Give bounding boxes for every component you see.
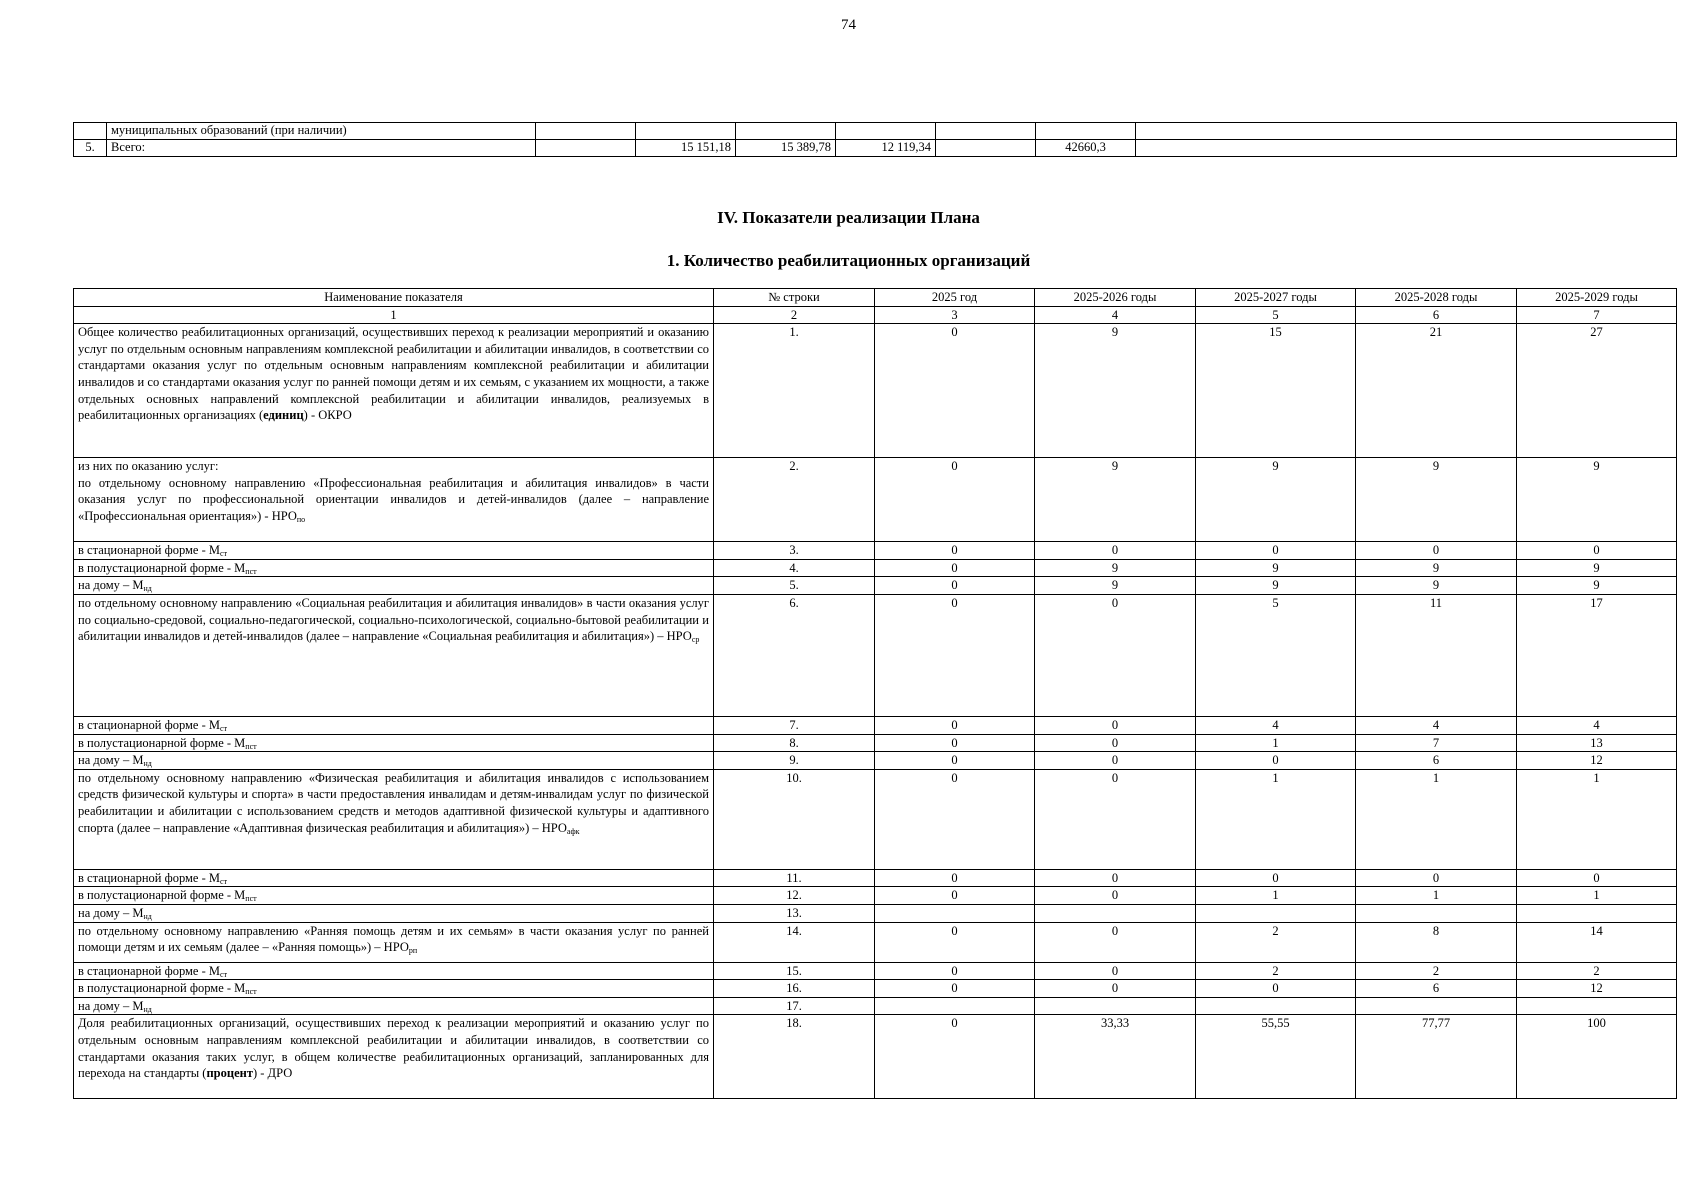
budget-cell-c6: 42660,3 <box>1036 140 1136 157</box>
budget-cell-c2 <box>636 123 736 140</box>
row-number: 9. <box>714 752 875 770</box>
column-number: 1 <box>74 306 714 324</box>
budget-cell-c5 <box>936 123 1036 140</box>
indicator-name-text: на дому – М <box>78 753 144 768</box>
indicator-name <box>74 962 714 980</box>
indicator-value: 55,55 <box>1196 1015 1356 1099</box>
indicator-subscript: пст <box>245 741 257 751</box>
indicator-value: 15 <box>1196 324 1356 458</box>
indicator-row <box>74 458 1677 542</box>
indicator-value: 9 <box>1196 559 1356 577</box>
indicator-name <box>74 904 714 922</box>
page-number: 74 <box>841 17 856 33</box>
indicator-name <box>74 324 714 458</box>
row-number: 16. <box>714 980 875 998</box>
indicator-row <box>74 734 1677 752</box>
indicator-subscript: ср <box>691 635 700 645</box>
header-2025: 2025 год <box>875 289 1035 307</box>
indicator-value: 0 <box>1035 922 1196 962</box>
indicator-name-text: по отдельному основному направлению «Социальная реабилитация и абилитация инвалидов» в части оказания услуг по социально-средовой, социально-педагогической, социально-психологической, социально-бытовой реабилитации и абилитации инвалидов и детей-инвалидов (далее – направление «Социальная реабилитация и абилитация») – НРО <box>78 595 709 644</box>
indicator-name-text: в полустационарной форме - М <box>78 735 246 750</box>
indicator-value: 12 <box>1517 752 1677 770</box>
budget-cell-name: муниципальных образований (при наличии) <box>107 123 536 140</box>
indicator-name-text: по отдельному основному направлению «Ранняя помощь детям и их семьям» в части оказания услуг по ранней помощи детям и их семьям (далее – «Ранняя помощь») – НРО <box>78 923 709 955</box>
indicator-value: 21 <box>1356 324 1517 458</box>
indicator-value: 9 <box>1035 324 1196 458</box>
indicator-name-text: в полустационарной форме - М <box>78 888 246 903</box>
indicator-value: 0 <box>1356 869 1517 887</box>
indicator-name-text: в стационарной форме - М <box>78 963 221 978</box>
indicator-row <box>74 997 1677 1015</box>
indicator-value: 0 <box>1196 980 1356 998</box>
indicator-value: 0 <box>1035 752 1196 770</box>
budget-cell-c7 <box>1136 123 1677 140</box>
indicator-value: 0 <box>875 594 1035 716</box>
indicator-subscript: пст <box>245 894 257 904</box>
indicator-name <box>74 594 714 716</box>
indicator-name-text: из них по оказанию услуг: по отдельному основному направлению «Профессиональная реабилитация и абилитация инвалидов» в части оказания услуг по профессиональной ориентации инвалидов и детей-инвалидов (далее – направление «Профессиональная ориентация») - НРО <box>78 459 709 523</box>
indicator-value: 0 <box>1035 594 1196 716</box>
indicator-value: 1 <box>1196 769 1356 869</box>
indicator-name <box>74 752 714 770</box>
section-title: IV. Показатели реализации Плана <box>717 208 980 227</box>
budget-cell-c6 <box>1036 123 1136 140</box>
indicator-subscript: нд <box>143 759 152 769</box>
indicator-row <box>74 577 1677 595</box>
indicator-name <box>74 1015 714 1099</box>
indicator-row <box>74 904 1677 922</box>
indicator-row <box>74 752 1677 770</box>
indicator-value: 0 <box>1035 542 1196 560</box>
indicator-value: 0 <box>875 458 1035 542</box>
indicator-value: 2 <box>1196 962 1356 980</box>
indicator-value: 9 <box>1356 559 1517 577</box>
indicator-value: 0 <box>875 324 1035 458</box>
indicator-name-text: в стационарной форме - М <box>78 870 221 885</box>
row-number: 3. <box>714 542 875 560</box>
indicator-value: 17 <box>1517 594 1677 716</box>
indicator-name <box>74 577 714 595</box>
header-2025-2029: 2025-2029 годы <box>1517 289 1677 307</box>
indicator-row <box>74 980 1677 998</box>
row-number: 10. <box>714 769 875 869</box>
indicator-value: 9 <box>1035 458 1196 542</box>
row-number: 7. <box>714 716 875 734</box>
indicator-value: 0 <box>875 752 1035 770</box>
indicator-value: 0 <box>1035 962 1196 980</box>
indicator-value <box>875 997 1035 1015</box>
indicator-value: 0 <box>1035 769 1196 869</box>
indicator-name <box>74 980 714 998</box>
indicator-value: 8 <box>1356 922 1517 962</box>
indicator-code: ) - ОКРО <box>303 408 352 423</box>
indicator-value: 11 <box>1356 594 1517 716</box>
indicator-value: 14 <box>1517 922 1677 962</box>
row-number: 17. <box>714 997 875 1015</box>
header-row <box>74 289 1677 307</box>
column-number: 5 <box>1196 306 1356 324</box>
budget-cell-num: 5. <box>74 140 107 157</box>
indicator-subscript: нд <box>143 1004 152 1014</box>
indicator-value: 6 <box>1356 980 1517 998</box>
row-number: 6. <box>714 594 875 716</box>
header-row-number: № строки <box>714 289 875 307</box>
indicator-value: 33,33 <box>1035 1015 1196 1099</box>
indicator-value: 12 <box>1517 980 1677 998</box>
budget-cell-c4 <box>836 123 936 140</box>
budget-cell-c1 <box>536 123 636 140</box>
indicator-value: 7 <box>1356 734 1517 752</box>
indicator-value: 1 <box>1196 887 1356 905</box>
indicator-name <box>74 458 714 542</box>
column-number: 4 <box>1035 306 1196 324</box>
indicator-subscript: ст <box>220 723 228 733</box>
indicator-name-text: в полустационарной форме - М <box>78 981 246 996</box>
indicator-value: 2 <box>1196 922 1356 962</box>
indicator-name <box>74 922 714 962</box>
indicator-value: 9 <box>1035 559 1196 577</box>
indicator-value: 0 <box>1356 542 1517 560</box>
budget-cell-c4: 12 119,34 <box>836 140 936 157</box>
row-number: 1. <box>714 324 875 458</box>
indicator-name-text: на дому – М <box>78 905 144 920</box>
indicator-name <box>74 542 714 560</box>
indicator-value <box>1035 904 1196 922</box>
indicator-value: 0 <box>1035 716 1196 734</box>
indicator-row <box>74 594 1677 716</box>
indicator-value <box>1196 904 1356 922</box>
indicator-value: 27 <box>1517 324 1677 458</box>
indicator-name-text: в стационарной форме - М <box>78 717 221 732</box>
indicator-value: 2 <box>1356 962 1517 980</box>
indicator-value: 9 <box>1356 577 1517 595</box>
indicator-row <box>74 869 1677 887</box>
indicator-name <box>74 559 714 577</box>
budget-cell-name: Всего: <box>107 140 536 157</box>
indicator-row <box>74 922 1677 962</box>
row-number: 14. <box>714 922 875 962</box>
subsection-title: 1. Количество реабилитационных организаций <box>666 251 1031 270</box>
budget-cell-c3: 15 389,78 <box>736 140 836 157</box>
indicator-row <box>74 769 1677 869</box>
indicator-value: 0 <box>1196 542 1356 560</box>
indicator-unit: единиц <box>263 408 304 423</box>
row-number: 5. <box>714 577 875 595</box>
indicator-value: 0 <box>875 962 1035 980</box>
indicator-value: 0 <box>1035 869 1196 887</box>
indicator-value: 1 <box>1356 769 1517 869</box>
row-number: 12. <box>714 887 875 905</box>
budget-cell-c3 <box>736 123 836 140</box>
indicator-value: 1 <box>1517 769 1677 869</box>
indicator-value: 5 <box>1196 594 1356 716</box>
indicator-subscript: пст <box>245 566 257 576</box>
budget-cell-c7 <box>1136 140 1677 157</box>
header-2025-2026: 2025-2026 годы <box>1035 289 1196 307</box>
header-2025-2027: 2025-2027 годы <box>1196 289 1356 307</box>
indicator-value <box>1196 997 1356 1015</box>
indicator-value: 4 <box>1356 716 1517 734</box>
indicator-value: 0 <box>875 769 1035 869</box>
budget-cell-num <box>74 123 107 140</box>
budget-row <box>74 140 1677 157</box>
indicator-subscript: ст <box>220 549 228 559</box>
indicator-value <box>1356 997 1517 1015</box>
indicator-value <box>1356 904 1517 922</box>
indicator-value: 4 <box>1517 716 1677 734</box>
indicator-value: 2 <box>1517 962 1677 980</box>
indicator-code: ) - ДРО <box>252 1066 293 1081</box>
indicator-value: 1 <box>1196 734 1356 752</box>
indicator-value: 13 <box>1517 734 1677 752</box>
indicator-row <box>74 324 1677 458</box>
column-number: 3 <box>875 306 1035 324</box>
indicator-name-text: в полустационарной форме - М <box>78 560 246 575</box>
indicator-value: 0 <box>875 887 1035 905</box>
indicator-name-text: на дому – М <box>78 578 144 593</box>
indicator-value <box>1517 997 1677 1015</box>
indicator-value: 0 <box>1517 869 1677 887</box>
indicator-value: 9 <box>1517 458 1677 542</box>
indicator-value: 6 <box>1356 752 1517 770</box>
budget-cell-c2: 15 151,18 <box>636 140 736 157</box>
indicator-value: 0 <box>875 716 1035 734</box>
indicator-value: 0 <box>875 559 1035 577</box>
column-number-row <box>74 306 1677 324</box>
indicator-value: 0 <box>1196 752 1356 770</box>
row-number: 11. <box>714 869 875 887</box>
indicator-value: 9 <box>1196 577 1356 595</box>
indicator-subscript: рп <box>408 946 418 956</box>
indicator-value: 9 <box>1517 559 1677 577</box>
indicator-value: 0 <box>875 577 1035 595</box>
row-number: 13. <box>714 904 875 922</box>
budget-table <box>73 122 1677 157</box>
indicators-table <box>73 288 1677 1099</box>
indicator-row <box>74 887 1677 905</box>
indicator-row <box>74 1015 1677 1099</box>
indicator-value: 1 <box>1356 887 1517 905</box>
column-number: 7 <box>1517 306 1677 324</box>
row-number: 2. <box>714 458 875 542</box>
indicator-value <box>875 904 1035 922</box>
indicator-name <box>74 734 714 752</box>
indicator-value: 0 <box>1196 869 1356 887</box>
indicator-name-text: в стационарной форме - М <box>78 543 221 558</box>
budget-cell-c5 <box>936 140 1036 157</box>
indicator-subscript: по <box>296 514 306 524</box>
indicator-value: 4 <box>1196 716 1356 734</box>
indicator-name <box>74 716 714 734</box>
indicator-value: 9 <box>1517 577 1677 595</box>
indicator-row <box>74 716 1677 734</box>
indicator-subscript: нд <box>143 911 152 921</box>
indicator-subscript: афк <box>566 826 580 836</box>
indicator-unit: процент <box>206 1066 253 1081</box>
indicator-value: 0 <box>1517 542 1677 560</box>
column-number: 6 <box>1356 306 1517 324</box>
row-number: 8. <box>714 734 875 752</box>
indicator-value: 0 <box>1035 980 1196 998</box>
indicator-value: 0 <box>875 922 1035 962</box>
indicator-name <box>74 887 714 905</box>
indicator-value <box>1035 997 1196 1015</box>
indicator-row <box>74 542 1677 560</box>
indicator-value: 0 <box>875 980 1035 998</box>
indicator-name <box>74 869 714 887</box>
budget-row <box>74 123 1677 140</box>
indicator-value: 0 <box>1035 734 1196 752</box>
indicator-value: 0 <box>1035 887 1196 905</box>
indicator-value: 0 <box>875 869 1035 887</box>
indicator-name-text: Общее количество реабилитационных организаций, осуществивших переход к реализации мероприятий и оказанию услуг по отдельным основным направлениям комплексной реабилитации и абилитации инвалидов, в соответствии со стандартами оказания услуг по отдельным основным направлениям комплексной реабилитации и абилитации инвалидов и со стандартами оказания услуг по ранней помощи детям и их семьям, с указанием их мощности, а также отдельных основных направлений комплексной реабилитации и абилитации инвалидов, реализуемых в реабилитационных организациях ( <box>78 325 709 423</box>
indicator-name-text: на дому – М <box>78 998 144 1013</box>
indicator-row <box>74 962 1677 980</box>
budget-cell-c1 <box>536 140 636 157</box>
indicator-value: 1 <box>1517 887 1677 905</box>
indicator-subscript: пст <box>245 987 257 997</box>
indicator-subscript: ст <box>220 876 228 886</box>
indicator-value: 0 <box>875 1015 1035 1099</box>
indicator-name-text: по отдельному основному направлению «Физическая реабилитация и абилитация инвалидов с использованием средств физической культуры и спорта» в части предоставления инвалидам и детям-инвалидам услуг по физической реабилитации и абилитации с использованием средств и методов адаптивной физической культуры и адаптивного спорта (далее – направление «Адаптивная физическая реабилитация и абилитация») – НРО <box>78 770 709 835</box>
indicator-value: 9 <box>1196 458 1356 542</box>
header-indicator-name: Наименование показателя <box>74 289 714 307</box>
indicator-value: 9 <box>1035 577 1196 595</box>
column-number: 2 <box>714 306 875 324</box>
indicator-value: 9 <box>1356 458 1517 542</box>
indicator-row <box>74 559 1677 577</box>
indicator-name-text: Доля реабилитационных организаций, осуществивших переход к реализации мероприятий и оказанию услуг по отдельным основным направлениям комплексной реабилитации и абилитации инвалидов, в соответствии со стандартами оказания таких услуг, в общем количестве реабилитационных организаций, запланированных для перехода на стандарты ( <box>78 1016 709 1081</box>
indicator-value <box>1517 904 1677 922</box>
indicator-subscript: ст <box>220 969 228 979</box>
indicator-value: 0 <box>875 734 1035 752</box>
header-2025-2028: 2025-2028 годы <box>1356 289 1517 307</box>
row-number: 18. <box>714 1015 875 1099</box>
indicator-name <box>74 997 714 1015</box>
indicator-value: 0 <box>875 542 1035 560</box>
indicator-value: 77,77 <box>1356 1015 1517 1099</box>
row-number: 4. <box>714 559 875 577</box>
indicator-name <box>74 769 714 869</box>
indicator-value: 100 <box>1517 1015 1677 1099</box>
row-number: 15. <box>714 962 875 980</box>
indicator-subscript: нд <box>143 584 152 594</box>
